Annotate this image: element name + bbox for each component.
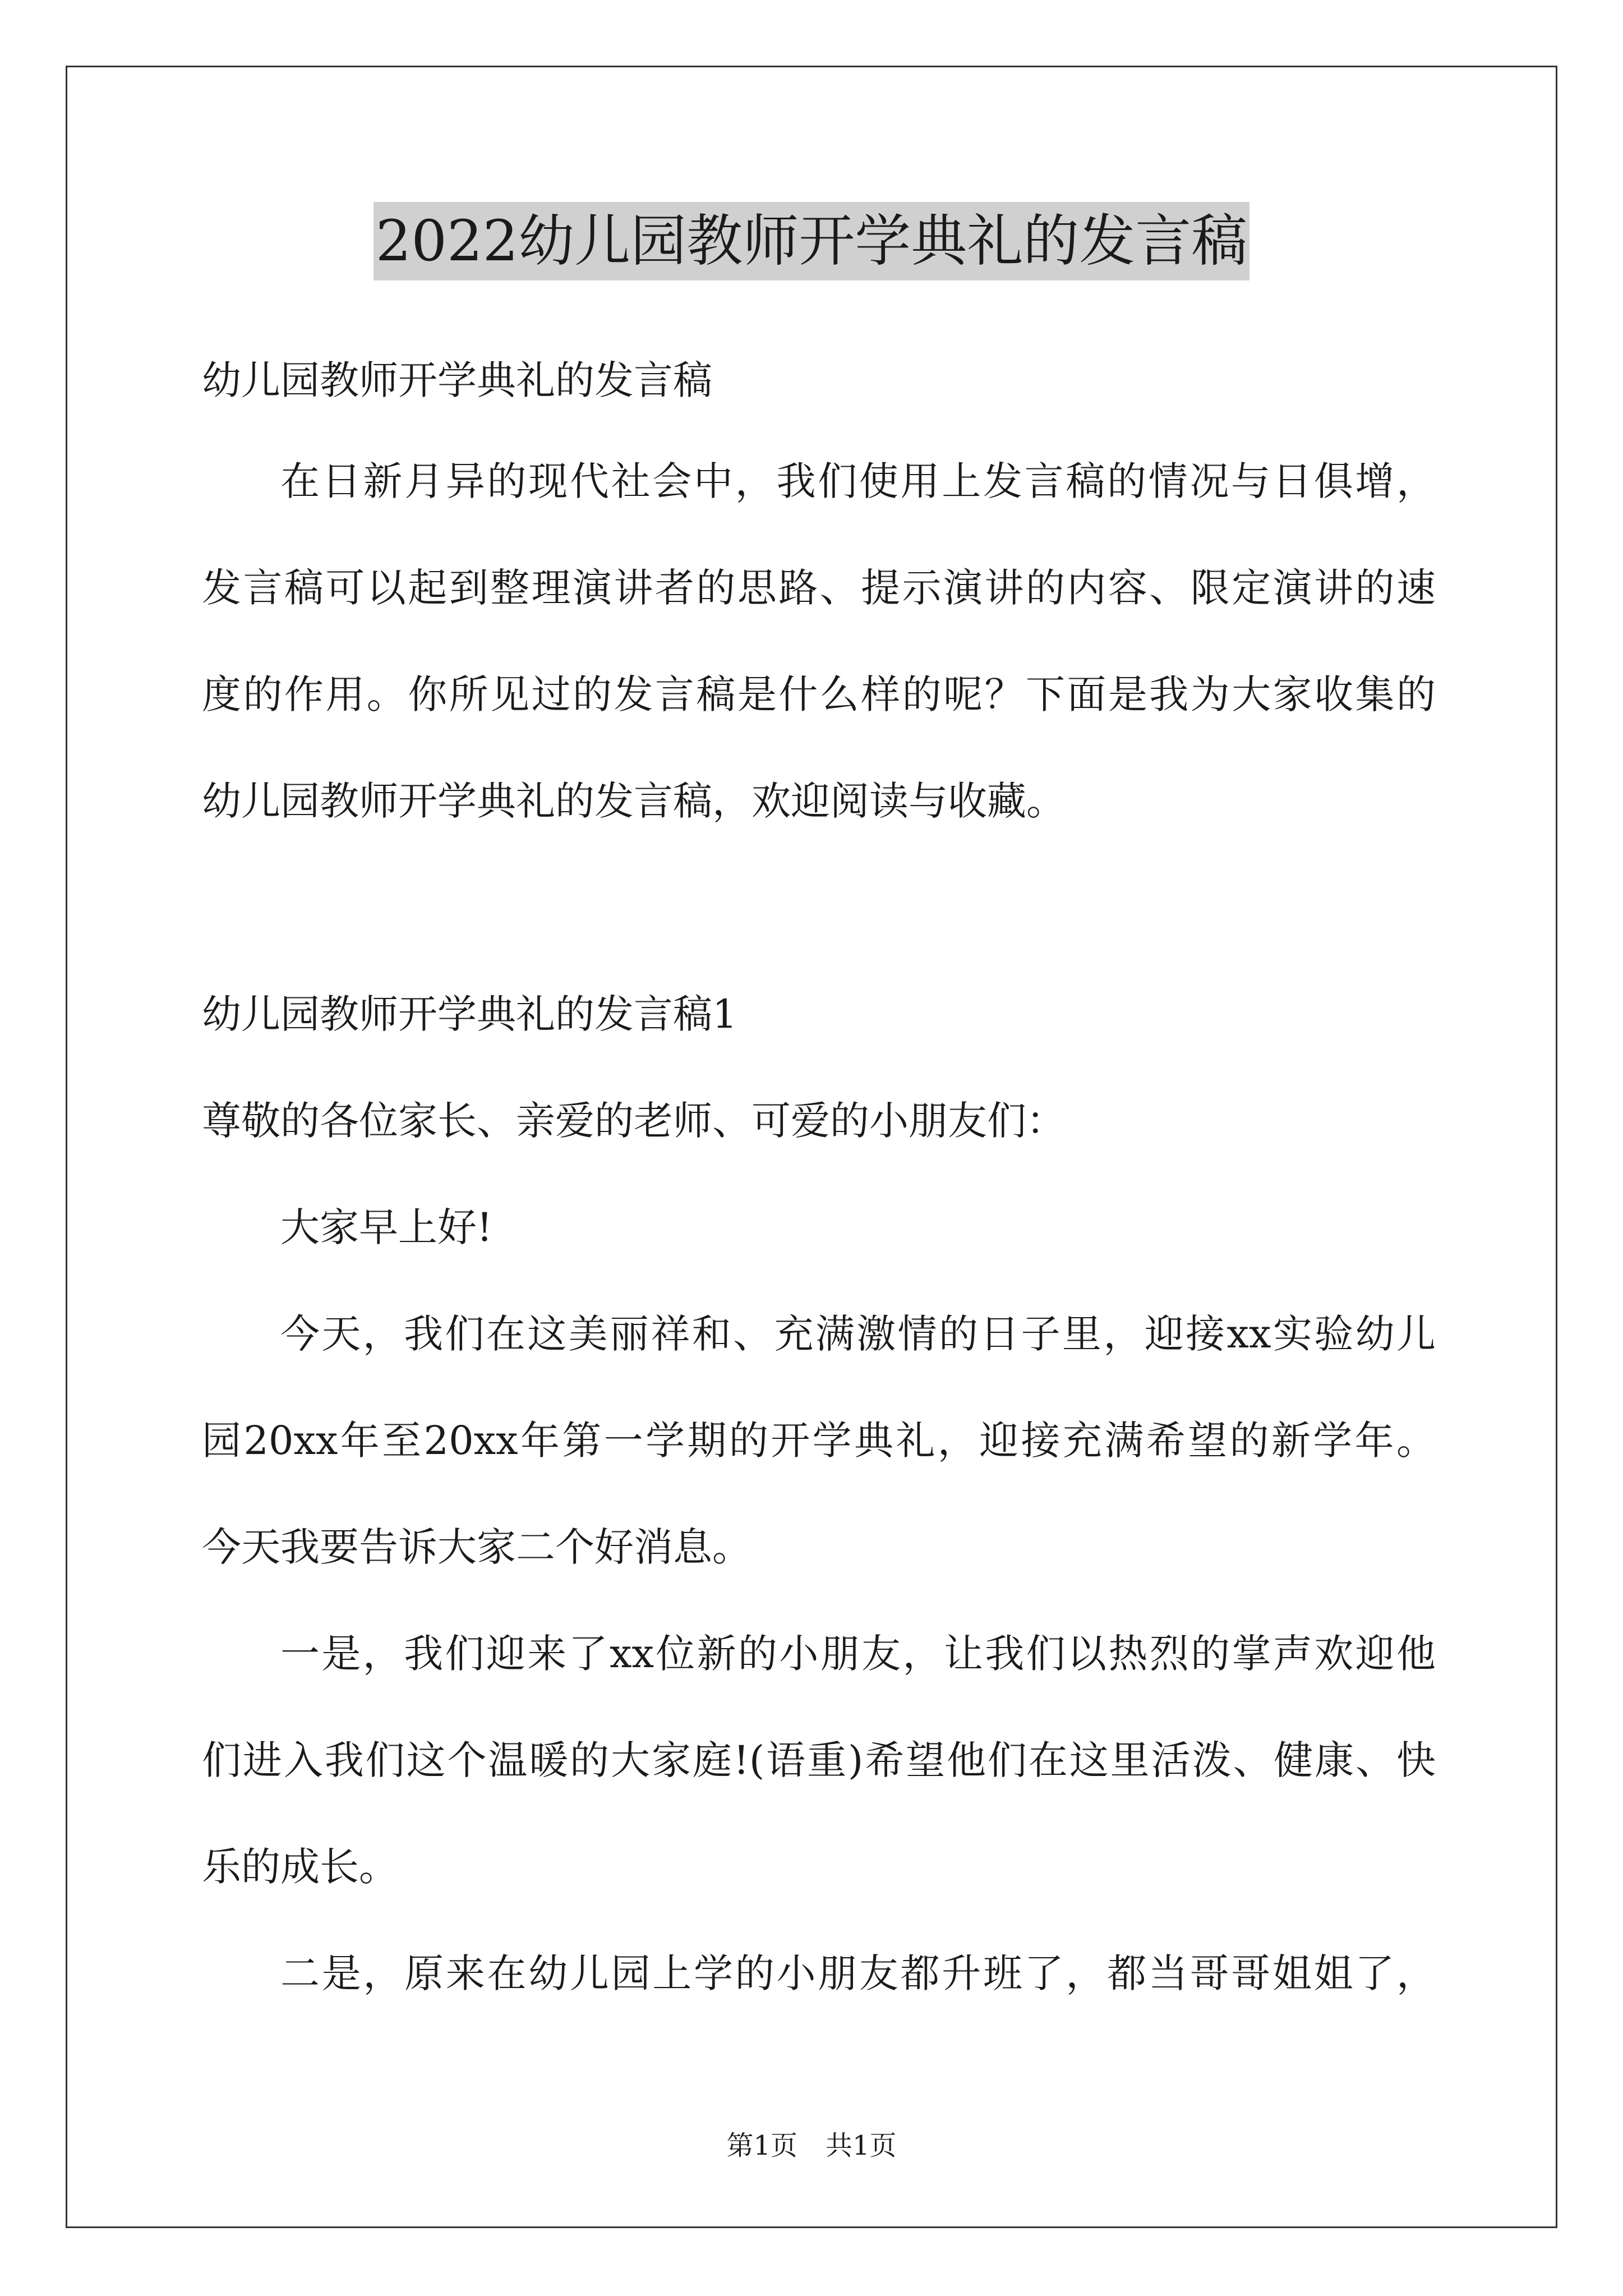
body-line-5: 今天，我们在这美丽祥和、充满激情的日子里，迎接xx实验幼儿 bbox=[280, 1311, 1436, 1357]
body-line-10: 乐的成长。 bbox=[202, 1844, 398, 1890]
page-total: 共1页 bbox=[826, 2130, 897, 2161]
greeting-line: 大家早上好! bbox=[280, 1204, 493, 1250]
body-line-3: 度的作用。你所见过的发言稿是什么样的呢？下面是我为大家收集的 bbox=[202, 671, 1436, 717]
salutation-line: 尊敬的各位家长、亲爱的老师、可爱的小朋友们： bbox=[202, 1098, 1066, 1144]
body-line-7: 今天我要告诉大家二个好消息。 bbox=[202, 1524, 751, 1570]
section-heading-1: 幼儿园教师开学典礼的发言稿1 bbox=[202, 991, 737, 1037]
body-line-6: 园20xx年至20xx年第一学期的开学典礼，迎接充满希望的新学年。 bbox=[202, 1418, 1436, 1464]
body-line-1: 在日新月异的现代社会中，我们使用上发言稿的情况与日俱增， bbox=[280, 458, 1436, 504]
subtitle-line: 幼儿园教师开学典礼的发言稿 bbox=[202, 357, 712, 403]
page-number: 第1页 bbox=[726, 2130, 797, 2161]
body-line-8: 一是，我们迎来了xx位新的小朋友，让我们以热烈的掌声欢迎他 bbox=[280, 1631, 1436, 1677]
page-footer bbox=[0, 2128, 1623, 2164]
document-title: 2022幼儿园教师开学典礼的发言稿 bbox=[374, 202, 1250, 280]
body-line-9: 们进入我们这个温暖的大家庭!(语重)希望他们在这里活泼、健康、快 bbox=[202, 1737, 1436, 1783]
title-container bbox=[0, 202, 1623, 280]
body-line-2: 发言稿可以起到整理演讲者的思路、提示演讲的内容、限定演讲的速 bbox=[202, 565, 1436, 611]
body-line-4: 幼儿园教师开学典礼的发言稿，欢迎阅读与收藏。 bbox=[202, 778, 1066, 824]
body-line-11: 二是，原来在幼儿园上学的小朋友都升班了，都当哥哥姐姐了， bbox=[280, 1950, 1436, 1996]
